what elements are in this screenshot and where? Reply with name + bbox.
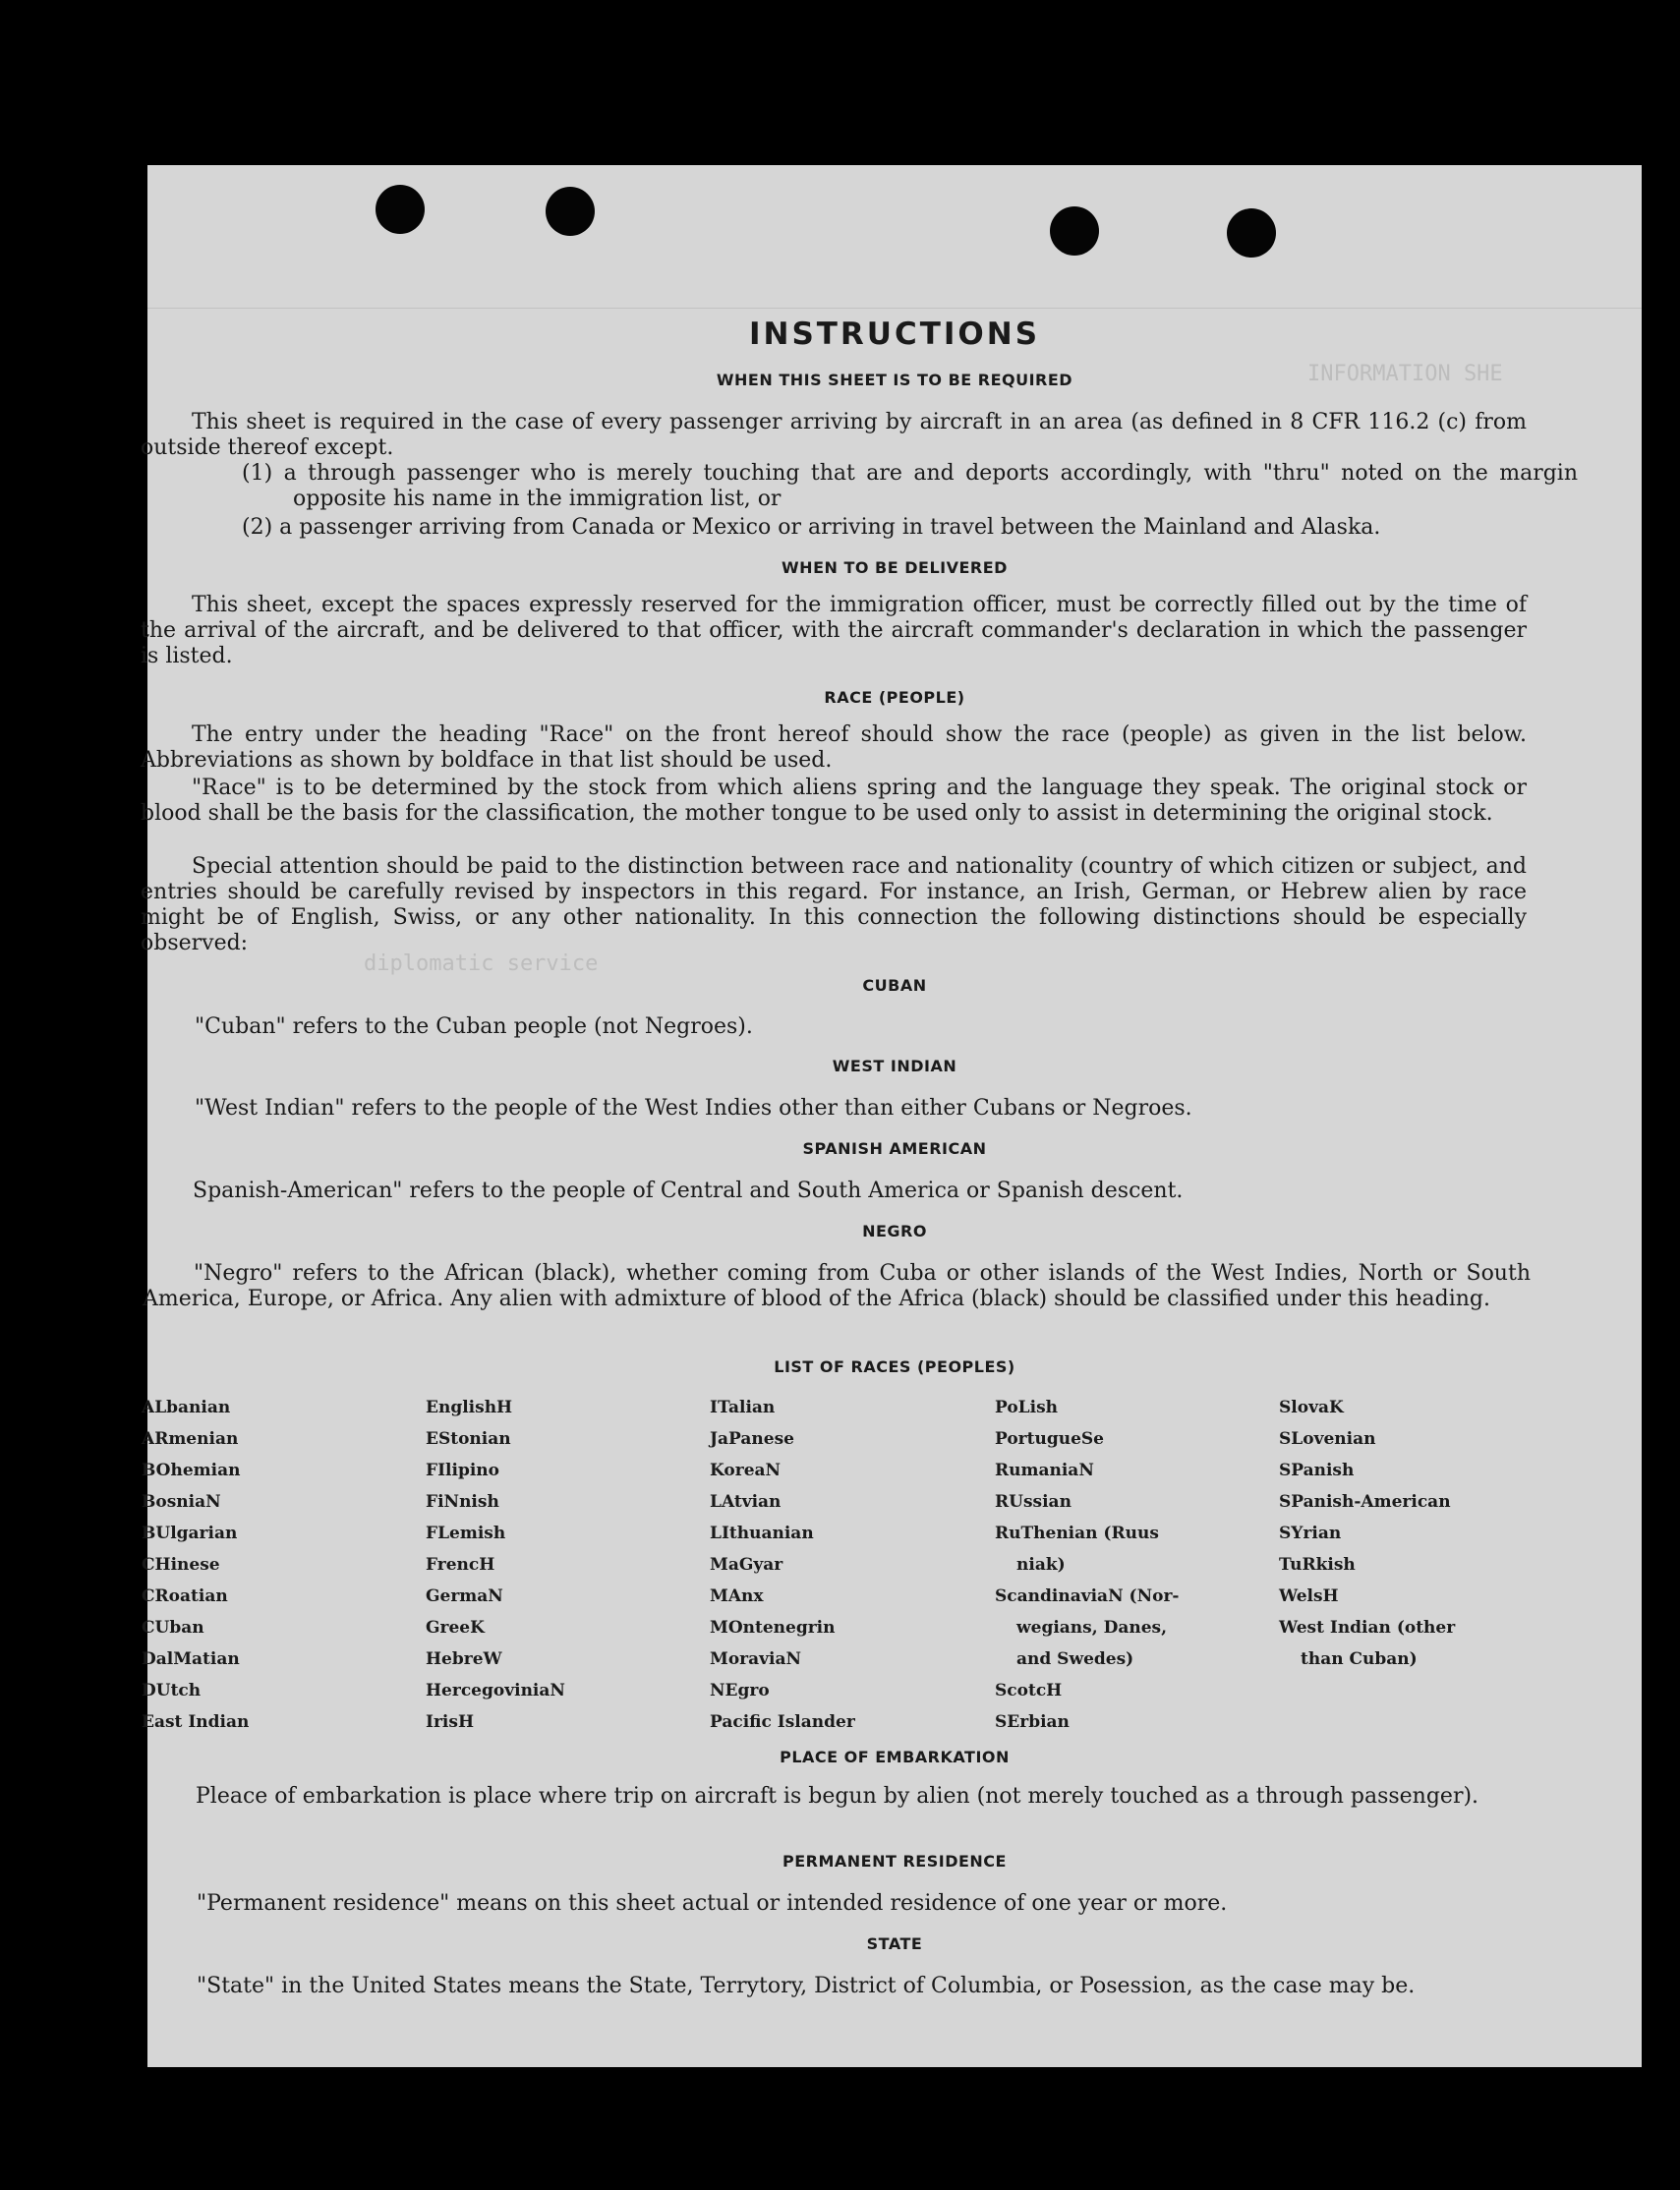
section-heading: LIST OF RACES (PEOPLES) <box>774 1357 1015 1376</box>
section-heading: STATE <box>866 1934 923 1953</box>
race-list-item: WelsH <box>1279 1586 1339 1606</box>
race-list-item: RuThenian (Ruus <box>995 1524 1159 1543</box>
race-list-item: IrisH <box>426 1712 474 1732</box>
list-item: (2) a passenger arriving from Canada or Mexico or arriving in travel between the Mainland and Alaska. <box>242 515 1381 540</box>
section-heading: CUBAN <box>862 976 927 995</box>
race-list-item: SYrian <box>1279 1524 1342 1543</box>
race-list-item: GermaN <box>426 1586 503 1606</box>
race-list-item: TuRkish <box>1279 1555 1356 1575</box>
race-list-item: SLovenian <box>1279 1429 1376 1449</box>
race-list-item: FIlipino <box>426 1461 499 1480</box>
race-list-item: CRoatian <box>142 1586 228 1606</box>
race-list-item: FLemish <box>426 1524 506 1543</box>
race-list-item: HebreW <box>426 1649 502 1669</box>
paragraph: Special attention should be paid to the distinction between race and nationality (country of which citizen or subject, and entries should be carefully revised by inspectors in this regard. For instance, an Irish, German, or Hebrew alien by race might be of English, Swiss, or any other nationality. In this connection the following distinctions should be especially observed: <box>141 854 1527 955</box>
race-list-item: Pacific Islander <box>710 1712 855 1732</box>
race-list-item: SErbian <box>995 1712 1070 1732</box>
race-list-item: PortugueSe <box>995 1429 1104 1449</box>
race-list-item: MoraviaN <box>710 1649 802 1669</box>
race-list-item: BOhemian <box>142 1461 241 1480</box>
bleed-through-text: INFORMATION SHE <box>1307 362 1503 386</box>
race-list-item: CUban <box>142 1618 204 1638</box>
race-list-item: FrencH <box>426 1555 495 1575</box>
race-list-item: ALbanian <box>142 1398 231 1417</box>
race-list-item: MaGyar <box>710 1555 783 1575</box>
race-list-item: RUssian <box>995 1492 1072 1512</box>
race-list-item: MOntenegrin <box>710 1618 836 1638</box>
paragraph: "State" in the United States means the State, Terrytory, District of Columbia, or Posession, as the case may be. <box>197 1974 1416 1998</box>
race-list-item: LIthuanian <box>710 1524 814 1543</box>
race-list-item: BosniaN <box>142 1492 221 1512</box>
race-list-item: SlovaK <box>1279 1398 1344 1417</box>
punch-hole <box>1050 206 1099 256</box>
race-list-item: EnglishH <box>426 1398 513 1417</box>
race-list-item: ITalian <box>710 1398 776 1417</box>
section-heading: NEGRO <box>862 1222 927 1240</box>
race-list-item: wegians, Danes, <box>1016 1618 1167 1638</box>
section-heading: RACE (PEOPLE) <box>824 688 965 707</box>
fold-line <box>147 308 1642 309</box>
race-list-item: East Indian <box>142 1712 250 1732</box>
race-list-item: LAtvian <box>710 1492 782 1512</box>
section-heading: WHEN THIS SHEET IS TO BE REQUIRED <box>716 371 1073 389</box>
bleed-through-text: diplomatic service <box>364 951 599 976</box>
race-list-item: DUtch <box>142 1681 202 1700</box>
race-list-item: CHinese <box>142 1555 220 1575</box>
punch-hole <box>1227 208 1276 258</box>
section-heading: PLACE OF EMBARKATION <box>780 1748 1010 1766</box>
paragraph: "Permanent residence" means on this sheet actual or intended residence of one year or more. <box>197 1891 1228 1916</box>
page-title: INSTRUCTIONS <box>748 317 1041 352</box>
race-list-item: KoreaN <box>710 1461 782 1480</box>
race-list-item: FiNnish <box>426 1492 499 1512</box>
race-list-item: HercegoviniaN <box>426 1681 565 1700</box>
race-list-item: than Cuban) <box>1301 1649 1418 1669</box>
race-list-item: ARmenian <box>142 1429 239 1449</box>
race-list-item: DalMatian <box>142 1649 240 1669</box>
paragraph: "Race" is to be determined by the stock from which aliens spring and the language they speak. The original stock or blood shall be the basis for the classification, the mother tongue to be used only to assist in determining the original stock. <box>141 776 1527 826</box>
race-list-item: JaPanese <box>710 1429 794 1449</box>
race-list-item: ScandinaviaN (Nor- <box>995 1586 1180 1606</box>
race-list-item: ScotcH <box>995 1681 1063 1700</box>
race-list-item: EStonian <box>426 1429 511 1449</box>
paragraph: This sheet, except the spaces expressly reserved for the immigration officer, must be correctly filled out by the time of the arrival of the aircraft, and be delivered to that officer, with the aircraft commander's declaration in which the passenger is listed. <box>141 593 1527 668</box>
paragraph: Pleace of embarkation is place where trip on aircraft is begun by alien (not merely touched as a through passenger). <box>196 1784 1479 1809</box>
paragraph: "West Indian" refers to the people of the West Indies other than either Cubans or Negroes. <box>195 1096 1192 1121</box>
race-list-item: West Indian (other <box>1279 1618 1456 1638</box>
section-heading: WHEN TO BE DELIVERED <box>782 558 1008 577</box>
race-list-item: SPanish <box>1279 1461 1355 1480</box>
paragraph: The entry under the heading "Race" on the front hereof should show the race (people) as given in the list below. Abbreviations as shown by boldface in that list should be used. <box>141 722 1527 773</box>
paragraph: "Cuban" refers to the Cuban people (not Negroes). <box>195 1014 753 1039</box>
race-list-item: GreeK <box>426 1618 485 1638</box>
paragraph: Spanish-American" refers to the people of Central and South America or Spanish descent. <box>193 1179 1184 1203</box>
punch-hole <box>546 187 595 236</box>
race-list-item: and Swedes) <box>1016 1649 1134 1669</box>
list-item: (1) a through passenger who is merely touching that are and deports accordingly, with "thru" noted on the margin opposite his name in the immigration list, or <box>242 461 1578 511</box>
race-list-item: NEgro <box>710 1681 770 1700</box>
punch-hole <box>376 185 425 234</box>
race-list-item: PoLish <box>995 1398 1059 1417</box>
race-list-item: MAnx <box>710 1586 764 1606</box>
paragraph: This sheet is required in the case of every passenger arriving by aircraft in an area (as defined in 8 CFR 116.2 (c) from outside thereof except. <box>141 410 1527 460</box>
race-list-item: BUlgarian <box>142 1524 238 1543</box>
race-list-item: RumaniaN <box>995 1461 1094 1480</box>
section-heading: WEST INDIAN <box>832 1057 957 1075</box>
race-list-item: SPanish-American <box>1279 1492 1451 1512</box>
paragraph: "Negro" refers to the African (black), whether coming from Cuba or other islands of the West Indies, North or South America, Europe, or Africa. Any alien with admixture of blood of the Africa (black) should be classified under this heading. <box>143 1261 1531 1311</box>
section-heading: SPANISH AMERICAN <box>802 1139 987 1158</box>
section-heading: PERMANENT RESIDENCE <box>782 1852 1007 1871</box>
race-list-item: niak) <box>1016 1555 1066 1575</box>
